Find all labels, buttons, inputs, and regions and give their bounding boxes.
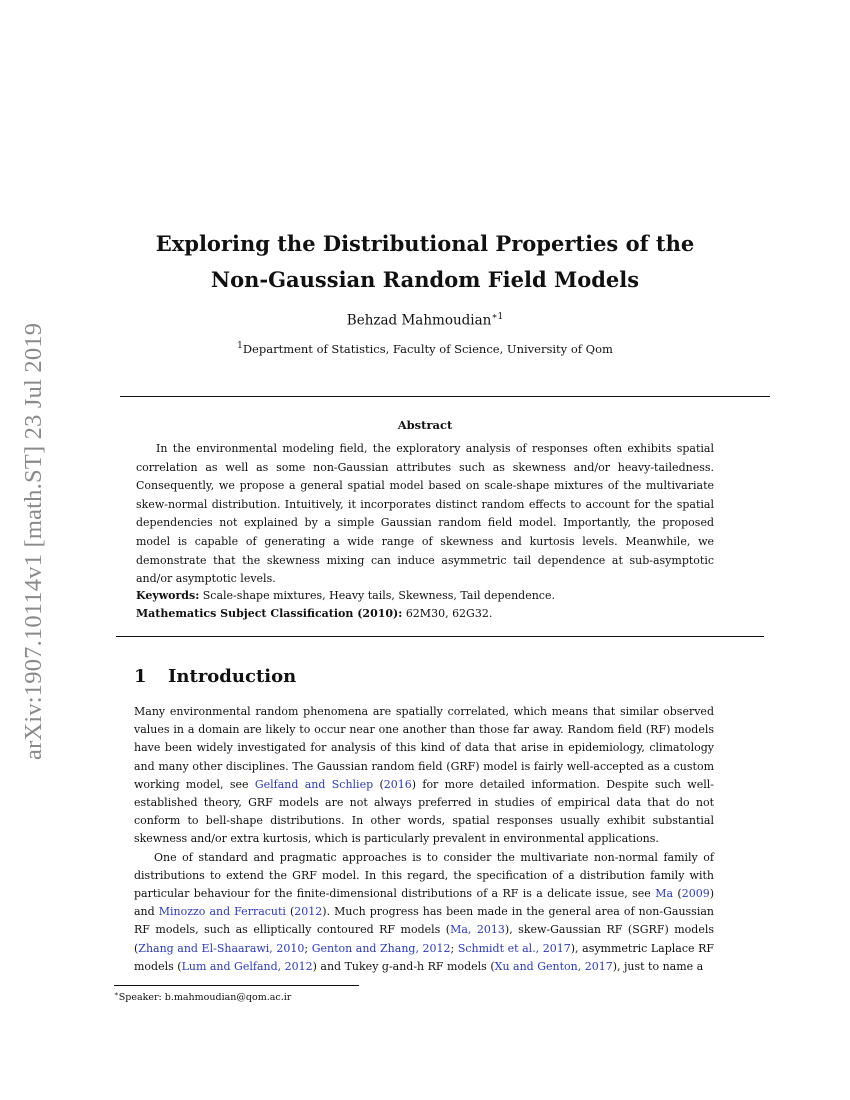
citation-year-link[interactable]: 2009 [681,887,710,901]
citation-year-link[interactable]: 2016 [383,777,412,791]
affiliation [120,341,730,356]
paper-title [120,226,730,298]
citation-link[interactable]: Xu and Genton, 2017 [494,959,613,973]
citation-link[interactable]: Zhang and El-Shaarawi, 2010 [138,941,305,955]
msc [136,607,492,620]
abstract-bottom-rule [116,636,764,637]
abstract-heading: Abstract [397,418,453,432]
intro-paragraph-1: Many environmental random phenomena are spatially correlated, which means that similar observed values in a domain are likely to occur near one another than those far away. Random field (RF) models have been widely investigated for analysis of this kind of data that arise in epidemiology, climatology and many other disciplines. The Gaussian random field (GRF) model is fairly well-accepted as a custom working model, see Gelfand and Schliep (2016) for more detailed information. Despite such well-established theory, GRF models are not always preferred in studies of empirical data that do not conform to bell-shape distributions. In other words, spatial responses usually exhibit substantial skewness and/or extra kurtosis, which is particularly prevalent in environmental applications. [134,705,714,846]
citation-link[interactable]: Schmidt et al., 2017 [457,941,571,955]
msc-text: 62M30, 62G32. [405,607,493,620]
citation-link[interactable]: Genton and Zhang, 2012 [311,941,451,955]
intro-text: . Much progress has been made in the general area of non-Gaussian RF models, such as elliptically contoured RF models ( [134,905,714,937]
citation-link[interactable]: Minozzo and Ferracuti [158,905,286,919]
arxiv-stamp: arXiv:1907.10114v1 [math.ST] 23 Jul 2019 [20,322,47,760]
footnote-rule [114,985,359,986]
title-line-2: Non-Gaussian Random Field Models [210,267,640,292]
section-number: 1 [134,666,147,687]
intro-text: ), skew-Gaussian RF (SGRF) models ( [134,923,714,955]
citation-year-link[interactable]: 2012 [294,905,323,919]
intro-text: One of standard and pragmatic approaches is to consider the multivariate non-normal family of distributions to extend the GRF model. In this regard, the specification of a distribution family with particular behaviour for the finite-dimensional distributions of a RF is a delicate issue, see [134,850,714,901]
abstract-top-rule [120,396,770,397]
intro-text: ) and Tukey g-and-h RF models ( [312,959,495,973]
keywords [136,589,555,602]
keywords-label: Keywords: [136,589,200,602]
citation-link[interactable]: Ma [655,887,674,901]
footnote-marker: ∗ [114,990,119,998]
intro-text: ), just to name a [612,959,704,973]
affiliation-text: Department of Statistics, Faculty of Science, University of Qom [242,341,613,356]
intro-text: for more detailed information. Despite such well-established theory, GRF models are not always preferred in studies of empirical data that do not conform to bell-shape distributions. In other words, spatial responses usually exhibit substantial skewness and/or extra kurtosis, which is particularly prevalent in environmental applications. [134,777,714,846]
footnote [114,990,291,1003]
footnote-text: Speaker: b.mahmoudian@qom.ac.ir [118,992,292,1004]
intro-text: Many environmental random phenomena are spatially correlated, which means that similar observed values in a domain are likely to occur near one another than those far away. Random field (RF) models have been widely investigated for analysis of this kind of data that arise in epidemiology, climatology and many other disciplines. The Gaussian random field (GRF) model is fairly well-accepted as a custom working model, see [134,705,714,791]
keywords-text: Scale-shape mixtures, Heavy tails, Skewness, Tail dependence. [202,589,555,602]
intro-text: ; [304,941,312,955]
msc-label: Mathematics Subject Classification (2010): [136,607,403,620]
abstract-body: In the environmental modeling field, the exploratory analysis of responses often exhibits spatial correlation as well as some non-Gaussian attributes such as skewness and/or heavy-tailedness. Consequently, we propose a general spatial model based on scale-shape mixtures of the multivariate skew-normal distribution. Intuitively, it incorporates distinct random effects to account for the spatial dependencies not explained by a simple Gaussian random field model. Importantly, the proposed model is capable of generating a wide range of skewness and kurtosis levels. Meanwhile, we demonstrate that the skewness mixing can induce asymmetric tail dependence at sub-asymptotic and/or asymptotic levels. [136,442,714,586]
intro-text: and [134,905,159,919]
citation-link[interactable]: Gelfand and Schliep [254,777,374,791]
author [120,312,730,329]
citation-link[interactable]: Ma, 2013 [450,923,505,937]
title-line-1: Exploring the Distributional Properties of the [155,231,695,256]
citation-link[interactable]: Lum and Gelfand, 2012 [181,959,313,973]
section-title: Introduction [168,666,297,687]
author-name: Behzad Mahmoudian [346,312,492,329]
intro-paragraph-2: One of standard and pragmatic approaches is to consider the multivariate non-normal family of distributions to extend the GRF model. In this regard, the specification of a distribution family with particular behaviour for the finite-dimensional distributions of a RF is a delicate issue, see Ma (2009) and Minozzo and Ferracuti (2012). Much progress has been made in the general area of non-Gaussian RF models, such as elliptically contoured RF models (Ma, 2013), skew-Gaussian RF (SGRF) models (Zhang and El-Shaarawi, 2010; Genton and Zhang, 2012; Schmidt et al., 2017), asymmetric Laplace RF models (Lum and Gelfand, 2012) and Tukey g-and-h RF models (Xu and Genton, 2017), just to name a [134,850,715,973]
intro-text: ), asymmetric Laplace RF models ( [134,941,715,973]
intro-text: ; [450,941,458,955]
introduction-body [134,703,714,976]
section-heading [134,666,296,687]
affiliation-marker: 1 [237,341,243,351]
author-marker: ∗1 [491,312,504,322]
